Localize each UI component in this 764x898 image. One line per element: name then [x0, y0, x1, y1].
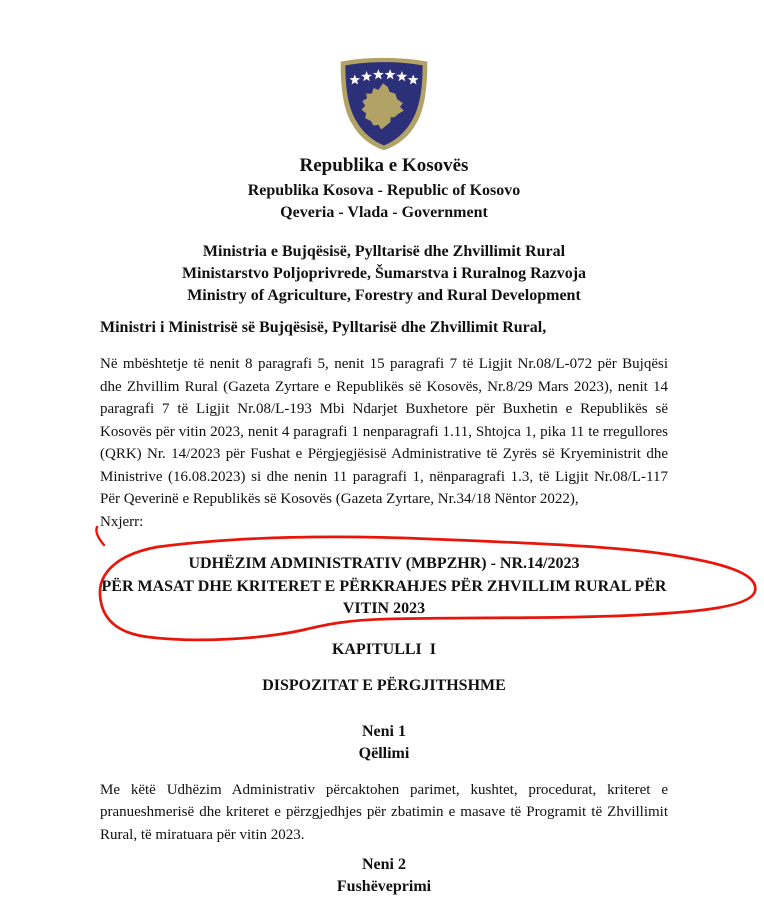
ministry-name-sq: Ministria e Bujqësisë, Pylltarisë dhe Zhvillimit Rural — [202, 243, 566, 260]
article-2-head — [100, 854, 668, 898]
article-1-text: Me këtë Udhëzim Administrativ përcaktohen parimet, kushtet, procedurat, kriteret e pranueshmerisë dhe kriteret e përzgjedhjes për zbatimin e masave të Programit të Zhvillimit Rural, të miratuara për vitin 2023. — [100, 781, 668, 843]
republic-subtitle: Republika Kosova - Republic of Kosovo — [247, 182, 521, 199]
decree-title-line-1: UDHËZIM ADMINISTRATIV (MBPZHR) - NR.14/2023 — [188, 555, 580, 572]
legal-basis-paragraph: Në mbështetje të nenit 8 paragrafi 5, nenit 15 paragrafi 7 të Ligjit Nr.08/L-072 për Bujqësi dhe Zhvillim Rural (Gazeta Zyrtare e Republikës së Kosovës, Nr.8/29 Mars 2023), nenit 14 paragrafi 7 të Ligjit Nr.08/L-193 Mbi Ndarjet Buxhetore për Buxhetin e Republikës së Kosovës për vitin 2023, nenit 4 paragrafi 1 nenparagrafi 1.11, Shtojca 1, pika 11 te rregullores (QRK) Nr. 14/2023 për Fushat e Përgjegjësisë Administrative të Zyrës së Kryeministrit dhe Ministrive (16.08.2023) si dhe nenin 11 paragrafi 1, nënparagrafi 1.3, të Ligjit Nr.08/L-117 Për Qeverinë e Republikës së Kosovës (Gazeta Zyrtare, Nr.34/18 Nëntor 2022), — [100, 356, 668, 507]
emblem-wrap — [100, 0, 668, 153]
decree-title-block — [100, 553, 668, 621]
chapter-heading: KAPITULLI I — [331, 640, 437, 658]
ministry-block — [100, 241, 668, 307]
ministry-name-en: Ministry of Agriculture, Forestry and Rural Development — [187, 287, 581, 304]
article-1-number: Neni 1 — [362, 722, 406, 740]
minister-line: Ministri i Ministrisë së Bujqësisë, Pylltarisë dhe Zhvillimit Rural, — [100, 319, 547, 336]
republic-title: Republika e Kosovës — [299, 155, 469, 176]
kosovo-coat-of-arms-icon — [336, 55, 432, 153]
nxjerr-line: Nxjerr: — [100, 513, 144, 530]
ministry-name-sr: Ministarstvo Poljoprivrede, Šumarstva i Ruralnog Razvoja — [181, 265, 587, 282]
article-1-title: Qëllimi — [358, 744, 410, 762]
article-2-number: Neni 2 — [362, 856, 406, 873]
decree-title-line-3: VITIN 2023 — [342, 600, 426, 617]
government-line: Qeveria - Vlada - Government — [280, 204, 488, 221]
article-1-head — [100, 721, 668, 765]
decree-title-line-2: PËR MASAT DHE KRITERET E PËRKRAHJES PËR ZHVILLIM RURAL PËR — [101, 577, 667, 595]
chapter-subheading: DISPOZITAT E PËRGJITHSHME — [262, 676, 506, 694]
article-2-title: Fushëveprimi — [336, 878, 432, 895]
